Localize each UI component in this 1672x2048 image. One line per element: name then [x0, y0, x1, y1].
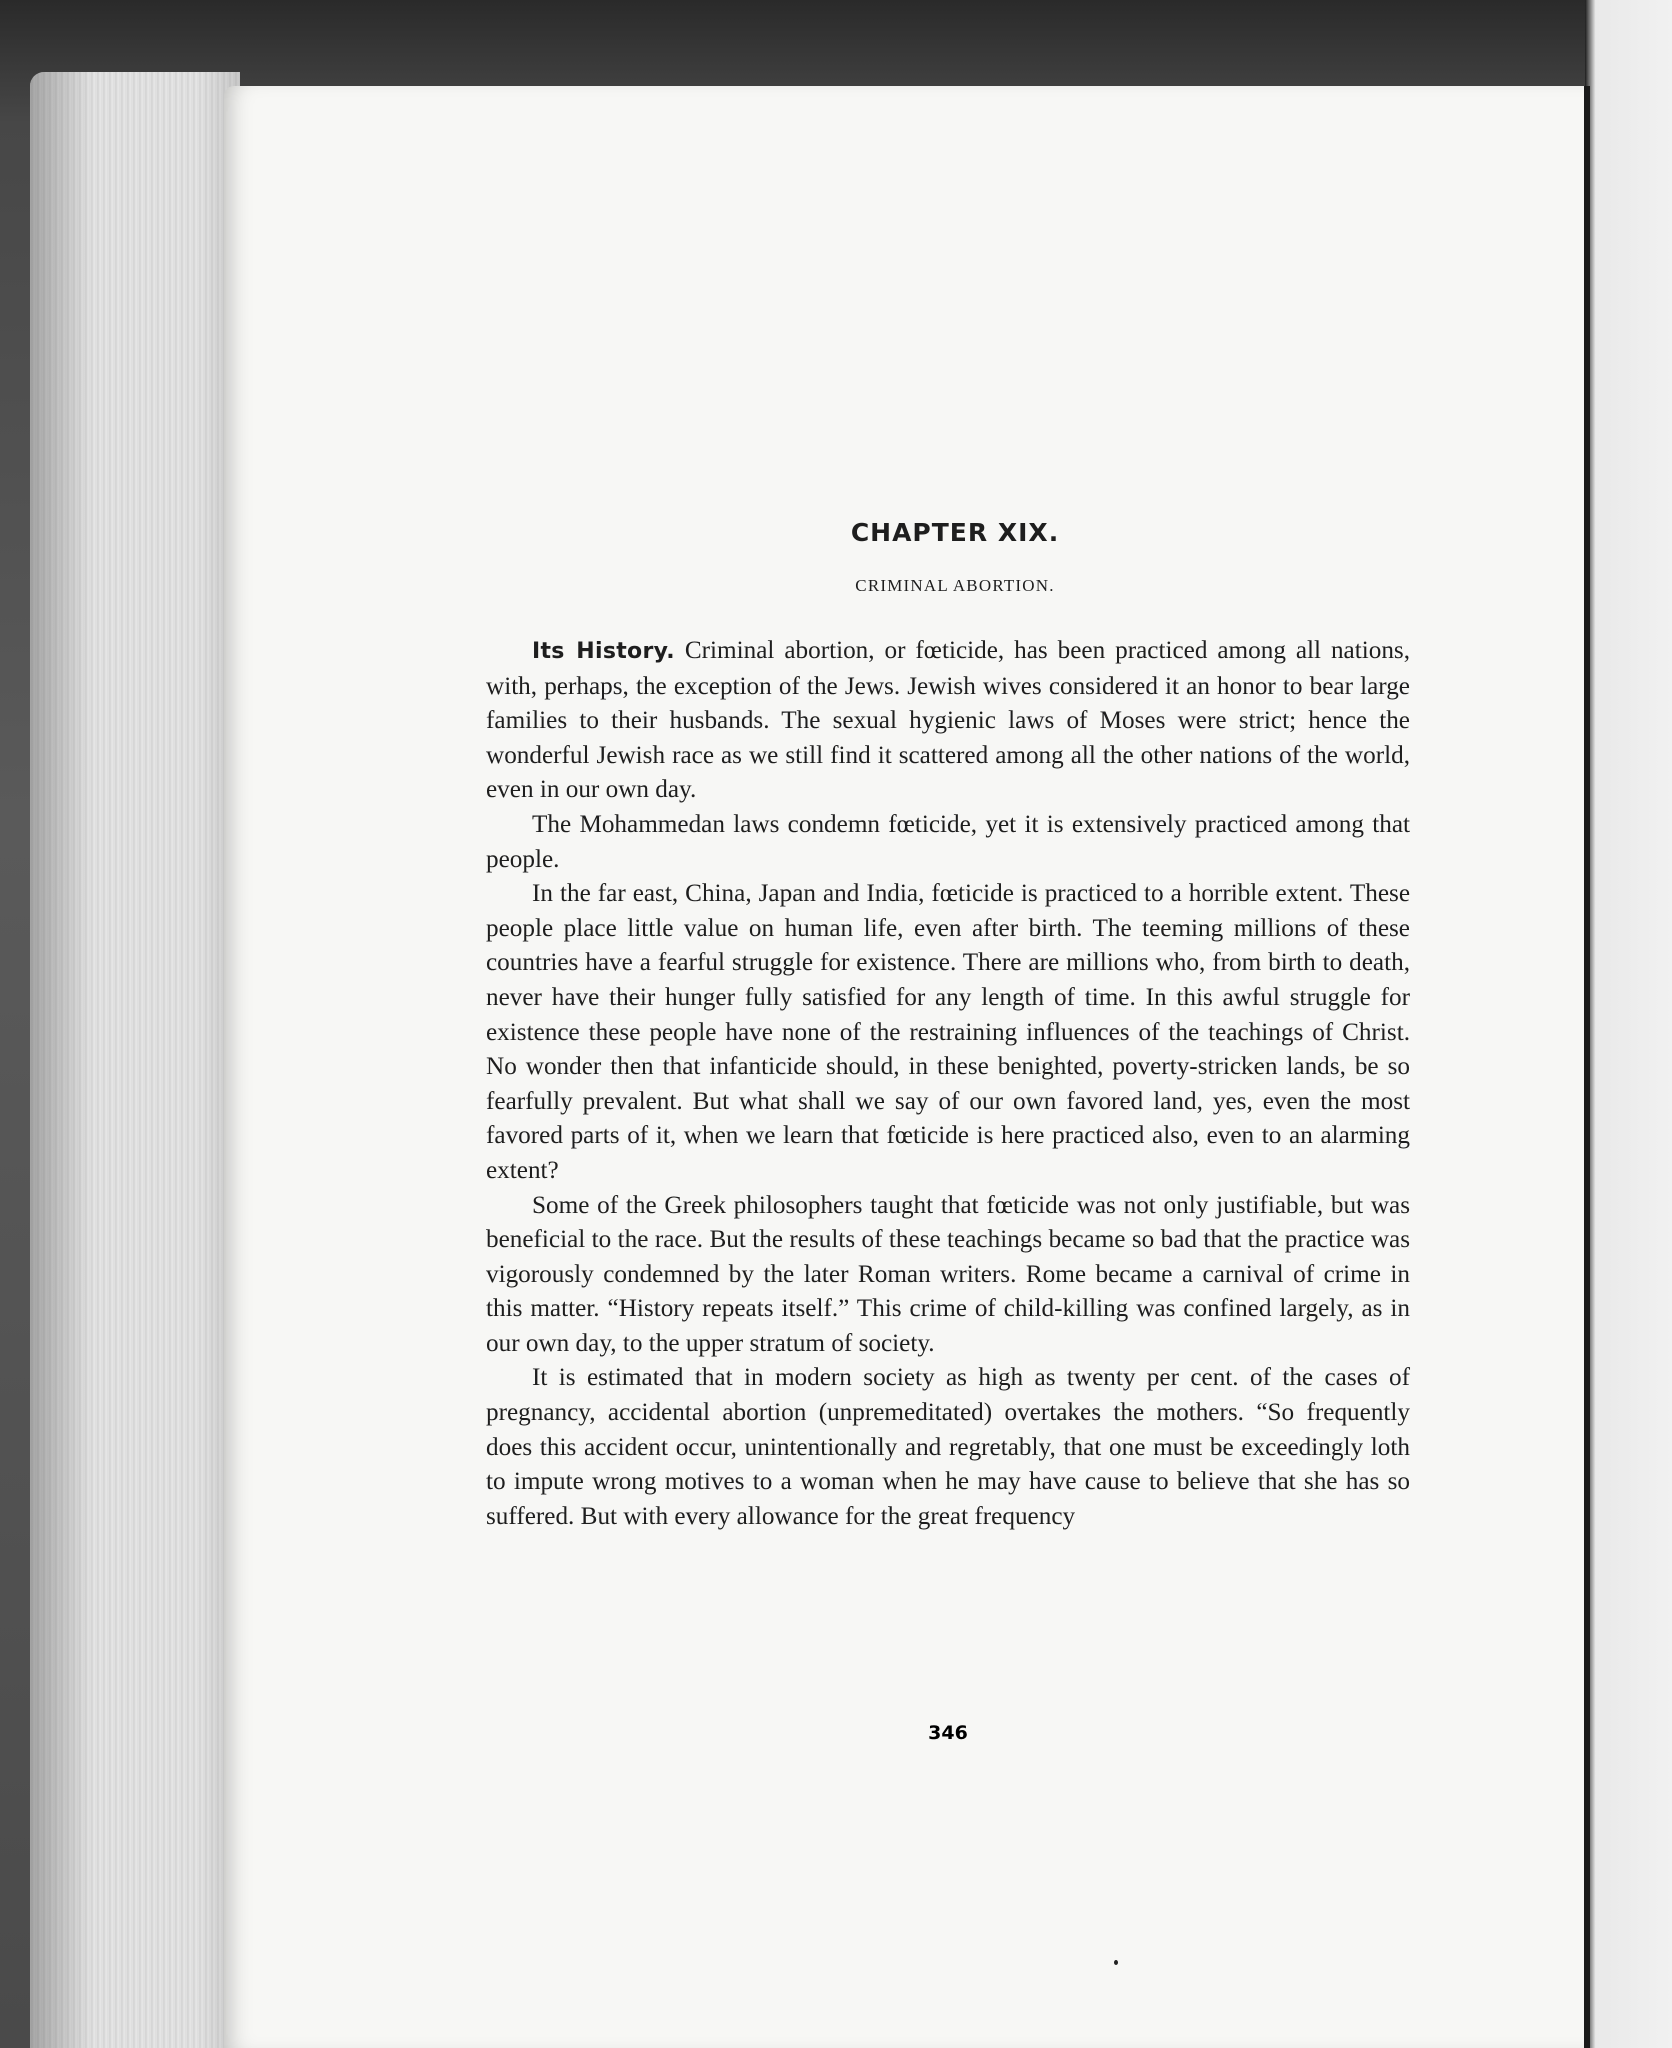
paragraph-2: The Mohammedan laws condemn fœticide, yet it is extensively practiced among that people. [486, 810, 1410, 873]
page-content [486, 500, 1410, 1534]
page-stack-shadow [30, 72, 240, 2048]
paragraph-text: Criminal abortion, or fœticide, has been practiced among all nations, with, perhaps, the exception of the Jews. Jewish wives considered it an honor to bear large families to their husbands. The sexual hygienic laws of Moses were strict; hence the wonderful Jewish race as we still find it scattered among all the other nations of the world, even in our own day. [486, 637, 1411, 804]
facing-page-edge [1585, 0, 1672, 2048]
paragraph-3: In the far east, China, Japan and India, fœticide is practiced to a horrible extent. These people place little value on human life, even after birth. The teeming millions of these countries have a fearful struggle for existence. There are millions who, from birth to death, never have their hunger fully satisfied for any length of time. In this awful struggle for existence these people have none of the restraining influences of the teachings of Christ. No wonder then that infanticide should, in these benighted, poverty-stricken lands, be so fearfully prevalent. But what shall we say of our own favored land, yes, even the most favored parts of it, when we learn that fœticide is here practiced also, even to an alarming extent? [486, 880, 1410, 1184]
paragraph-4: Some of the Greek philosophers taught that fœticide was not only justifiable, but was beneficial to the race. But the results of these teachings became so bad that the practice was vigorously condemned by the later Roman writers. Rome became a carnival of crime in this matter. “History repeats itself.” This crime of child-killing was confined largely, as in our own day, to the upper stratum of society. [486, 1191, 1410, 1357]
body-text [486, 634, 1410, 1534]
chapter-subtitle: CRIMINAL ABORTION. [855, 576, 1055, 595]
ink-speck [1114, 1960, 1118, 1965]
section-heading: Its History. [532, 639, 675, 664]
paragraph-1 [486, 634, 1410, 808]
page-gutter [1584, 86, 1590, 2048]
paragraph-5: It is estimated that in modern society as high as twenty per cent. of the cases of pregnancy, accidental abortion (unpremeditated) overtakes the mothers. “So frequently does this accident occur, unintentionally and regretably, that one must be exceedingly loth to impute wrong motives to a woman when he may have cause to believe that she has so suffered. But with every allowance for the great frequency [486, 1364, 1410, 1530]
page-number: 346 [928, 1722, 968, 1744]
chapter-title: CHAPTER XIX. [850, 518, 1060, 547]
